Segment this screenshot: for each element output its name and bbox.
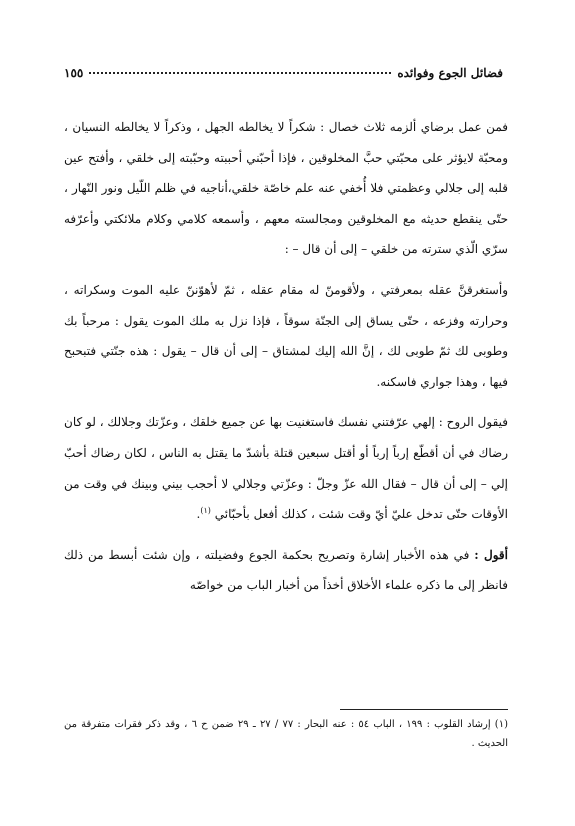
- paragraph-2: وأستغرقنَّ عقله بمعرفتي ، ولأقومنّ له مقام عقله ، ثمّ لأهوّننّ عليه الموت وسكراته ، وحرارته وفزعه ، حتّى يساق إلى الجنّة سوقاً ، فإذا نزل به ملك الموت يقول : مرحباً بك وطوبى لك ثمّ طوبى لك ، إنَّ الله إليك لمشتاق – إلى أن قال – يقول : هذه جنّتي فتبحبح فيها ، وهذا جواري فاسكنه.: [64, 282, 508, 389]
- footnote-separator: [340, 709, 508, 710]
- running-title: فضائل الجوع وفوائده: [397, 66, 503, 80]
- page-number: ١٥٥: [64, 66, 84, 80]
- main-text: [64, 112, 508, 611]
- paragraph-1: فمن عمل برضاي ألزمه ثلاث خصال : شكراً لا يخالطه الجهل ، وذكراً لا يخالطه النسيان ، ومحبّة لايؤثر على محبّتي حبَّ المخلوقين ، فإذا أحبّني أحببته وحبّبته إلى خلقي ، وأفتح عين قلبه إلى جلالي وعظمتي فلا أُخفي عنه علم خاصّة خلقي،أناجيه في ظلم اللّيل ونور النّهار ، حتّى ينقطع حديثه مع المخلوقين ومجالسته معهم ، وأسمعه كلامي وكلام ملائكتي وأعرّفه سرّي الّذي سترته من خلقي – إلى أن قال – :: [64, 120, 508, 257]
- footnote-reference: (١): [200, 506, 211, 516]
- header-dotted-leader: [89, 72, 391, 74]
- paragraph-3-text: فيقول الروح : إلهي عرّفتني نفسك فاستغنيت بها عن جميع خلقك ، وعزّتك وجلالك ، لو كان رضاك في أن أقطّع إرباً إرباً أو أقتل سبعين قتلة بأشدّ ما يقتل به الناس ، لكان رضاك أحبّ إلي – إلى أن قال – فقال الله عزّ وجلّ : وعزّتي وجلالي لا أحجب بيني وبينك في وقت من الأوقات حتّى تدخل عليّ أيّ وقت شئت ، كذلك أفعل بأحبّائي: [64, 415, 508, 522]
- running-header: [64, 62, 503, 84]
- footnote: (١) إرشاد القلوب : ١٩٩ ، الباب ٥٤ : عنه البحار : ٧٧ / ٢٧ ـ ٢٩ ضمن ح ٦ ، وقد ذكر فقرات متفرقة من الحديث .: [64, 719, 508, 749]
- paragraph-3: فيقول الروح : إلهي عرّفتني نفسك فاستغنيت بها عن جميع خلقك ، وعزّتك وجلالك ، لو كان رضاك في أن أقطّع إرباً إرباً أو أقتل سبعين قتلة بأشدّ ما يقتل به الناس ، لكان رضاك أحبّ إلي – إلى أن قال – فقال الله عزّ وجلّ : وعزّتي وجلالي لا أحجب بيني وبينك في وقت من الأوقات حتّى تدخل عليّ أيّ وقت شئت ، كذلك أفعل بأحبّائي $^{(١)}$.: [64, 415, 508, 522]
- paragraph-4-lead: أقول :: [474, 547, 508, 562]
- paragraph-4: [64, 540, 508, 601]
- paragraph-4-text: في هذه الأخبار إشارة وتصريح بحكمة الجوع وفضيلته ، وإن شئت أبسط من ذلك فانظر إلى ما ذكره علماء الأخلاق أخذاً من أخبار الباب من خواصّه: [64, 547, 508, 593]
